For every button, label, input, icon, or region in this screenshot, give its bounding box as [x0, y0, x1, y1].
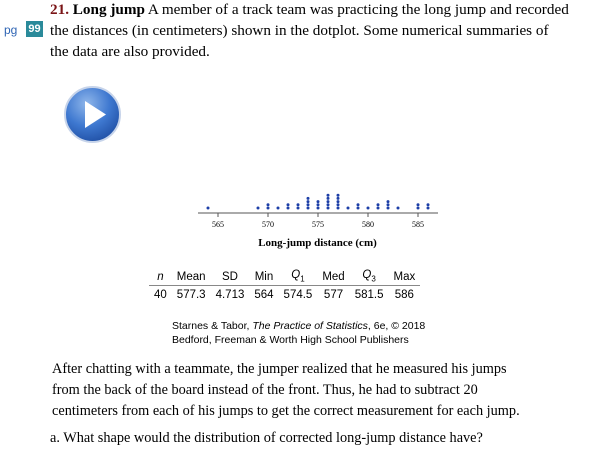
dot-581-2 [377, 203, 380, 206]
dot-576-2 [327, 203, 330, 206]
value-max: 586 [394, 288, 414, 301]
dot-577-2 [337, 203, 340, 206]
dot-580-1 [367, 207, 370, 210]
source-credit-line-2: Bedford, Freeman & Worth High School Publishers [172, 334, 409, 346]
dot-581-1 [377, 207, 380, 210]
x-tick-label-575: 575 [312, 220, 324, 229]
dot-574-2 [307, 203, 310, 206]
header-q1: $Q_1$ [279, 268, 318, 286]
dotplot [190, 185, 445, 235]
dot-572-1 [287, 207, 290, 210]
question-line-3: the data are also provided. [50, 43, 210, 60]
header-n: n [149, 268, 172, 286]
dot-576-4 [327, 197, 330, 200]
header-sd: SD [211, 268, 250, 286]
dot-564-1 [207, 207, 210, 210]
header-mean: Mean [172, 268, 211, 286]
dot-582-1 [387, 207, 390, 210]
dot-574-3 [307, 200, 310, 203]
dot-576-3 [327, 200, 330, 203]
paragraph-line-3: centimeters from each of his jumps to get the correct measurement for each jump. [52, 403, 520, 419]
dot-585-2 [417, 203, 420, 206]
credit-authors: Starnes & Tabor, [172, 320, 253, 332]
dot-574-4 [307, 197, 310, 200]
paragraph-line-1: After chatting with a teammate, the jumper realized that he measured his jumps [52, 361, 507, 377]
dot-570-1 [267, 207, 270, 210]
page-ref-label: pg [4, 23, 18, 37]
dot-577-1 [337, 207, 340, 210]
play-icon [63, 85, 122, 144]
header-max: Max [388, 268, 420, 286]
question-title: Long jump [72, 1, 145, 18]
dot-579-2 [357, 203, 360, 206]
source-credit-line-1 [172, 320, 425, 332]
value-mean: 577.3 [176, 288, 206, 301]
dot-585-1 [417, 207, 420, 210]
x-tick-label-585: 585 [412, 220, 424, 229]
dot-575-2 [317, 203, 320, 206]
question-number: 21. [50, 1, 69, 18]
dot-577-4 [337, 197, 340, 200]
play-video-button[interactable] [63, 85, 122, 144]
dot-570-2 [267, 203, 270, 206]
summary-value-row [149, 286, 420, 304]
dot-582-2 [387, 203, 390, 206]
part-a-question: a. What shape would the distribution of corrected long-jump distance have? [50, 430, 483, 446]
dot-576-1 [327, 207, 330, 210]
x-tick-label-565: 565 [212, 220, 224, 229]
dot-586-2 [427, 203, 430, 206]
axis-title: Long-jump distance (cm) [258, 237, 377, 249]
summary-table [149, 268, 420, 303]
question-line-2: the distances (in centimeters) shown in the dotplot. Some numerical summaries of [50, 22, 549, 39]
header-q3: $Q_3$ [350, 268, 389, 286]
question-line-1 [50, 0, 569, 20]
dot-574-1 [307, 207, 310, 210]
dot-575-1 [317, 207, 320, 210]
value-med: 577 [323, 288, 344, 301]
dot-571-1 [277, 207, 280, 210]
question-text-1: A member of a track team was practicing the long jump and recorded [147, 1, 569, 18]
header-med: Med [317, 268, 349, 286]
dot-573-1 [297, 207, 300, 210]
dot-573-2 [297, 203, 300, 206]
value-q1: 574.5 [283, 288, 313, 301]
summary-header-row [149, 268, 420, 286]
dot-582-3 [387, 200, 390, 203]
credit-book-title: The Practice of Statistics [252, 320, 368, 332]
dot-586-1 [427, 207, 430, 210]
header-min: Min [249, 268, 278, 286]
dot-577-3 [337, 200, 340, 203]
dot-579-1 [357, 207, 360, 210]
x-tick-label-580: 580 [362, 220, 374, 229]
dot-577-5 [337, 194, 340, 197]
dot-575-3 [317, 200, 320, 203]
dot-572-2 [287, 203, 290, 206]
x-tick-label-570: 570 [262, 220, 274, 229]
dot-576-5 [327, 194, 330, 197]
dot-583-1 [397, 207, 400, 210]
value-sd: 4.713 [215, 288, 245, 301]
dot-569-1 [257, 207, 260, 210]
credit-edition: , 6e, © 2018 [367, 320, 426, 332]
value-n: 40 [154, 288, 167, 301]
dot-578-1 [347, 207, 350, 210]
value-q3: 581.5 [354, 288, 384, 301]
value-min: 564 [254, 288, 274, 301]
paragraph-line-2: from the back of the board instead of the front. Thus, he had to subtract 20 [52, 382, 478, 398]
page-ref-link[interactable]: 99 [26, 21, 43, 37]
